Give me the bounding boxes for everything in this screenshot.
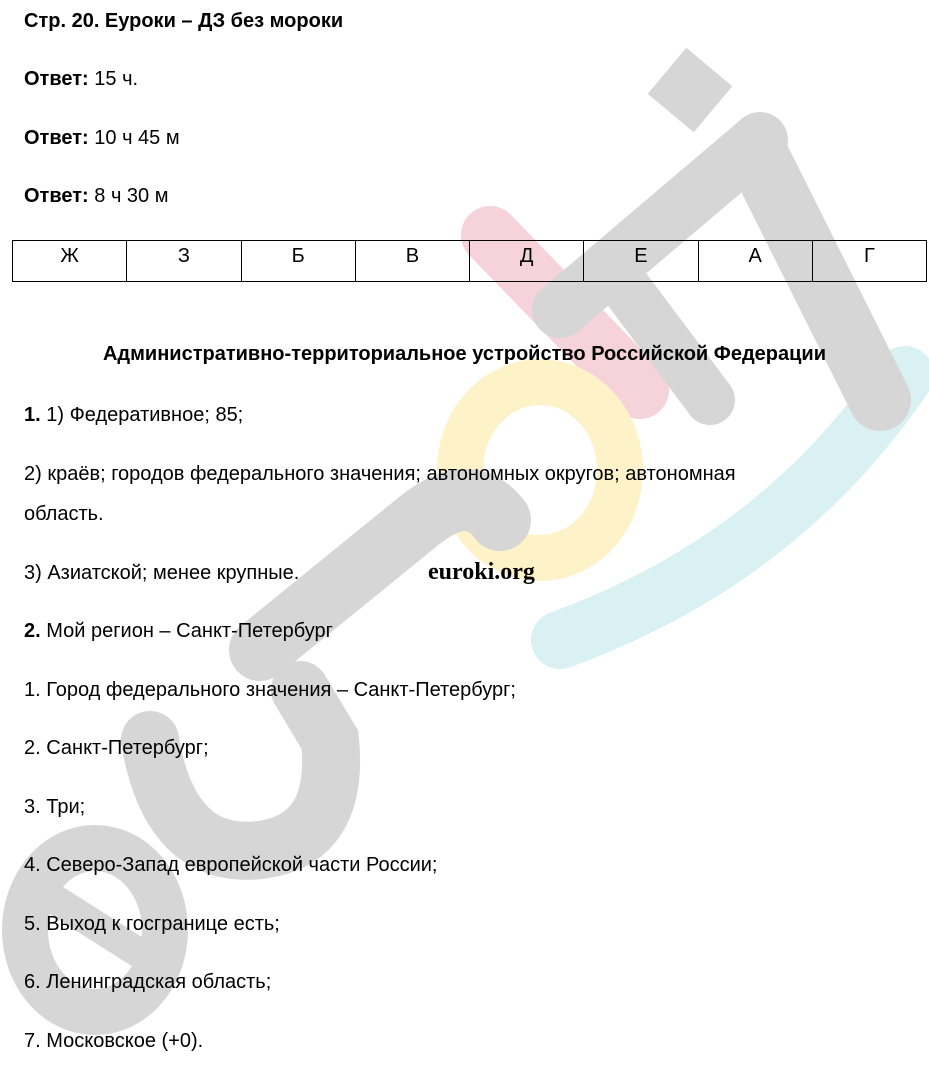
watermark-grey-i-dot [648, 48, 733, 133]
q1-line-2a: 2) краёв; городов федерального значения; автономных округов; автономная [24, 463, 736, 485]
q2-intro-text: Мой регион – Санкт-Петербург [46, 620, 333, 642]
list-item: 4. Северо-Запад европейской части России; [24, 854, 438, 876]
question-number: 2. [24, 620, 41, 642]
watermark-grey-k-stem [560, 140, 760, 310]
question-number: 1. [24, 404, 41, 426]
matching-table [12, 240, 927, 282]
table-cell: Е [584, 241, 698, 282]
list-item: 1. Город федерального значения – Санкт-Петербург; [24, 679, 516, 701]
answer-label: Ответ: [24, 185, 89, 207]
q1-text-1: 1) Федеративное; 85; [46, 404, 244, 426]
answer-1 [24, 67, 138, 91]
list-item: 6. Ленинградская область; [24, 971, 272, 993]
answer-value: 10 ч 45 м [94, 127, 180, 149]
list-item: 3. Три; [24, 796, 86, 818]
list-item: 2. Санкт-Петербург; [24, 737, 209, 759]
watermark-grey-u [150, 690, 331, 851]
q1-line-2b: область. [24, 503, 104, 525]
answer-label: Ответ: [24, 68, 89, 90]
table-cell: В [355, 241, 469, 282]
list-item: 7. Московское (+0). [24, 1030, 204, 1052]
table-cell: Б [241, 241, 355, 282]
section-heading: Административно-территориальное устройство Российской Федерации [102, 343, 826, 365]
watermark-grey-k-arm [620, 280, 710, 400]
page-title: Стр. 20. Еуроки – ДЗ без мороки [24, 10, 344, 32]
answer-3 [24, 184, 168, 208]
table-cell: Г [812, 241, 926, 282]
table-row [13, 241, 927, 282]
q1-line-1 [24, 403, 243, 427]
answer-value: 15 ч. [94, 68, 139, 90]
q2-intro [24, 619, 333, 643]
site-link[interactable]: euroki.org [428, 559, 535, 585]
answer-value: 8 ч 30 м [94, 185, 169, 207]
watermark-cyan-arc [560, 375, 905, 640]
table-cell: З [127, 241, 241, 282]
table-cell: Ж [13, 241, 127, 282]
answer-label: Ответ: [24, 127, 89, 149]
q1-line-3: 3) Азиатской; менее крупные. [24, 562, 300, 584]
table-cell: А [698, 241, 812, 282]
table-cell: Д [470, 241, 584, 282]
answer-2 [24, 126, 180, 150]
list-item: 5. Выход к госгранице есть; [24, 913, 280, 935]
